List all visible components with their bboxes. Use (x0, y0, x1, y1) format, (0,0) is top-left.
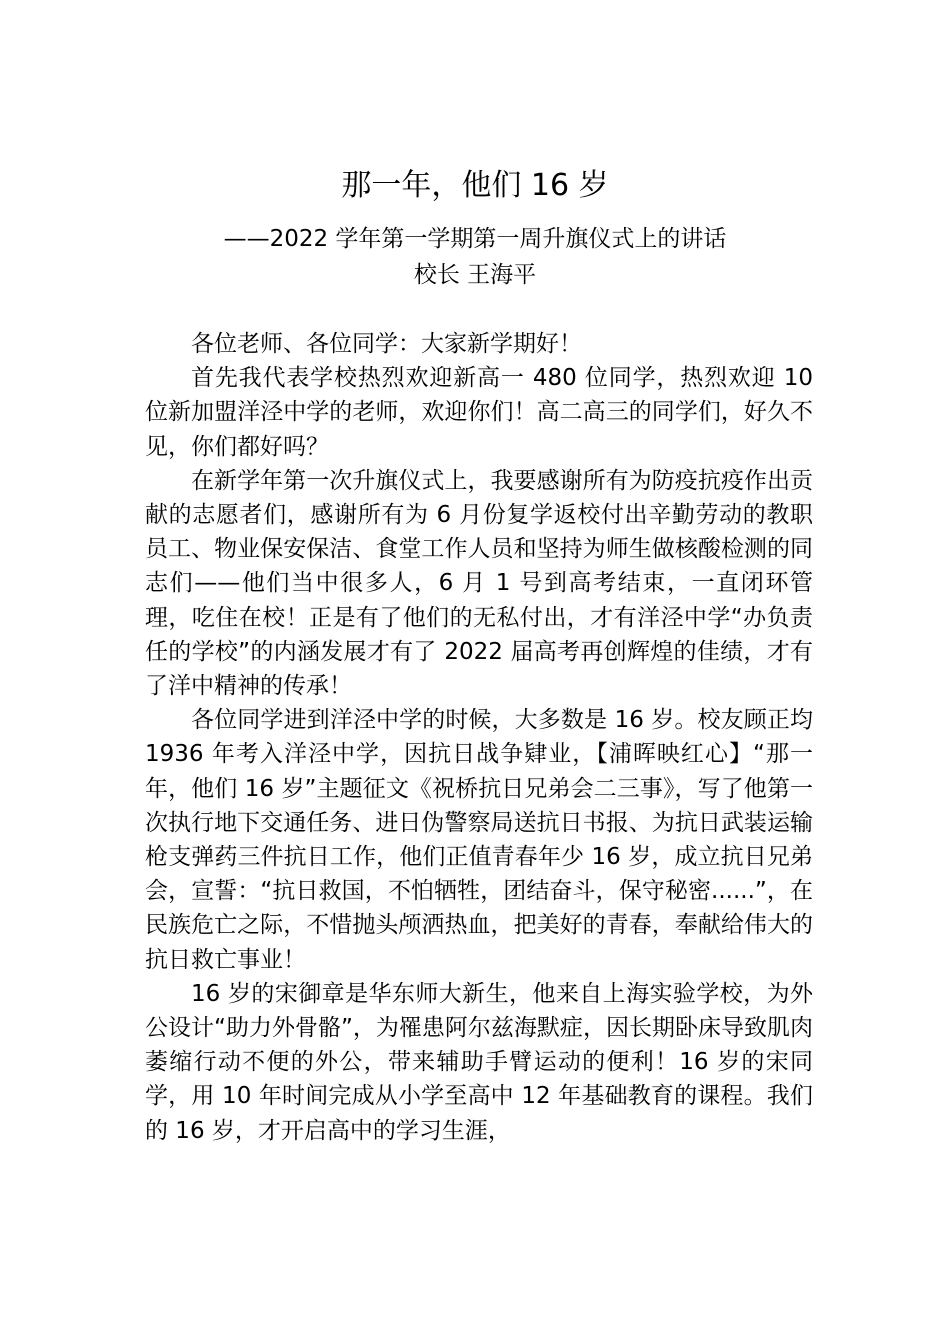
document-title: 那一年，他们 16 岁 (341, 168, 609, 203)
paragraph-thanks: 在新学年第一次升旗仪式上，我要感谢所有为防疫抗疫作出贡献的志愿者们，感谢所有为 6 月份复学返校付出辛勤劳动的教职员工、物业保安保洁、食堂工作人员和坚持为师生做核酸检测的同志们——他们当中很多人，6 月 1 号到高考结束，一直闭环管理，吃住在校！正是有了他们的无私付出，才有洋泾中学“办负责任的学校”的内涵发展才有了 2022 届高考再创辉煌的佳绩，才有了洋中精神的传承！ (145, 467, 813, 700)
paragraph-greeting: 各位老师、各位同学：大家新学期好！ (191, 331, 582, 357)
paragraph-student-story: 16 岁的宋御章是华东师大新生，他来自上海实验学校，为外公设计“助力外骨骼”，为罹患阿尔兹海默症，因长期卧床导致肌肉萎缩行动不便的外公，带来辅助手臂运动的便利！16 岁的宋同学，用 10 年时间完成从小学至高中 12 年基础教育的课程。我们的 16 岁，才开启高中的学习生涯， (145, 980, 813, 1144)
paragraph-alumni-story: 各位同学进到洋泾中学的时候，大多数是 16 岁。校友顾正均 1936 年考入洋泾中学，因抗日战争肄业，【浦晖映红心】“那一年，他们 16 岁”主题征文《祝桥抗日兄弟会二三事》，写了他第一次执行地下交通任务、进日伪警察局送抗日书报、为抗日武装运输枪支弹药三件抗日工作，他们正值青春年少 16 岁，成立抗日兄弟会，宣誓：“抗日救国，不怕牺牲，团结奋斗，保守秘密......”，在民族危亡之际，不惜抛头颅洒热血，把美好的青春，奉献给伟大的抗日救亡事业！ (145, 707, 813, 973)
document-body (145, 327, 813, 1148)
paragraph-welcome: 首先我代表学校热烈欢迎新高一 480 位同学，热烈欢迎 10 位新加盟洋泾中学的老师，欢迎你们！高二高三的同学们，好久不见，你们都好吗？ (145, 365, 813, 460)
document-subtitle: ——2022 学年第一学期第一周升旗仪式上的讲话 (223, 226, 727, 252)
document-author: 校长 王海平 (413, 262, 537, 288)
